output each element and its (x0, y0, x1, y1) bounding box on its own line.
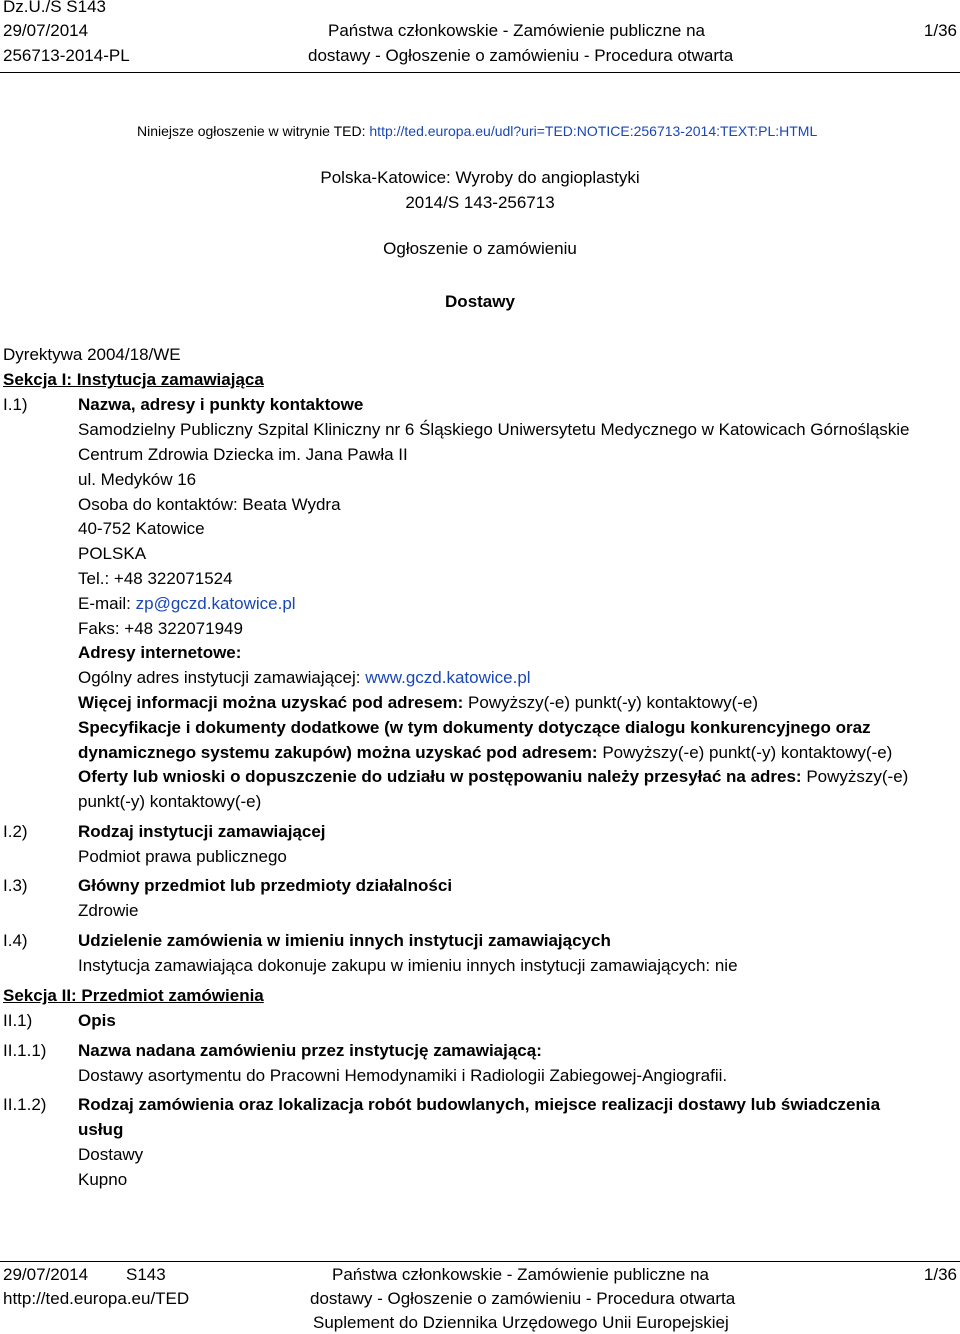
item-title: Główny przedmiot lub przedmioty działalności (78, 876, 453, 895)
offers-row (78, 767, 908, 787)
web-label: Ogólny adres instytucji zamawiającej: (78, 668, 366, 687)
item-value: Zdrowie (78, 901, 139, 920)
more-info-label: Więcej informacji można uzyskać pod adresem: (78, 693, 464, 712)
item-title: Opis (78, 1011, 116, 1030)
section-2-heading: Sekcja II: Przedmiot zamówienia (3, 986, 264, 1005)
item-number: I.3) (3, 876, 28, 895)
item-value: Dostawy (78, 1145, 144, 1164)
item-title: Rodzaj instytucji zamawiającej (78, 822, 326, 841)
spec-label-line1: Specyfikacje i dokumenty dodatkowe (w tym dokumenty dotyczące dialogu konkurencyjnego oraz (78, 718, 871, 737)
header-date: 29/07/2014 (3, 21, 89, 40)
spec-value: Powyższy(-e) punkt(-y) kontaktowy(-e) (597, 743, 893, 762)
doc-title: Polska-Katowice: Wyroby do angioplastyki (320, 168, 640, 187)
footer-page-number: 1/36 (923, 1265, 957, 1284)
doc-type: Ogłoszenie o zamówieniu (383, 239, 577, 258)
ted-notice-text: Niniejsze ogłoszenie w witrynie TED: (137, 123, 370, 139)
footer-title-line2: dostawy - Ogłoszenie o zamówieniu - Procedura otwarta (310, 1289, 736, 1308)
offers-value-line2: punkt(-y) kontaktowy(-e) (78, 792, 262, 811)
item-number: II.1) (3, 1011, 33, 1030)
doc-category: Dostawy (445, 292, 515, 311)
org-name-line1: Samodzielny Publiczny Szpital Kliniczny nr 6 Śląskiego Uniwersytetu Medycznego w Katowicach Górnośląskie (78, 420, 910, 439)
footer-date: 29/07/2014 (3, 1265, 89, 1284)
header-title-line2: dostawy - Ogłoszenie o zamówieniu - Procedura otwarta (308, 46, 734, 65)
org-name-line2: Centrum Zdrowia Dziecka im. Jana Pawła II (78, 445, 408, 464)
item-number: I.4) (3, 931, 28, 950)
directive: Dyrektywa 2004/18/WE (3, 345, 181, 364)
item-value: Podmiot prawa publicznego (78, 847, 287, 866)
item-title: Nazwa, adresy i punkty kontaktowe (78, 395, 364, 414)
item-number: I.2) (3, 822, 28, 841)
web-heading: Adresy internetowe: (78, 643, 242, 662)
spec-row (78, 743, 892, 763)
item-title: Nazwa nadana zamówieniu przez instytucję zamawiającą: (78, 1041, 542, 1060)
ted-notice-link[interactable]: http://ted.europa.eu/udl?uri=TED:NOTICE:256713-2014:TEXT:PL:HTML (369, 123, 818, 139)
item-number: I.1) (3, 395, 28, 414)
telephone: Tel.: +48 322071524 (78, 569, 233, 588)
section-1-heading: Sekcja I: Instytucja zamawiająca (3, 370, 264, 389)
item-value: Kupno (78, 1170, 128, 1189)
country: POLSKA (78, 544, 147, 563)
footer-title-line1: Państwa członkowskie - Zamówienie publiczne na (332, 1265, 710, 1284)
header-page-number: 1/36 (923, 21, 957, 40)
offers-label: Oferty lub wnioski o dopuszczenie do udziału w postępowaniu należy przesyłać na adres: (78, 767, 802, 786)
header-divider (0, 72, 960, 73)
more-info-value: Powyższy(-e) punkt(-y) kontaktowy(-e) (463, 693, 759, 712)
footer-url[interactable]: http://ted.europa.eu/TED (3, 1289, 190, 1308)
fax: Faks: +48 322071949 (78, 619, 243, 638)
item-value: Dostawy asortymentu do Pracowni Hemodynamiki i Radiologii Zabiegowej-Angiografii. (78, 1066, 728, 1085)
doc-number: 2014/S 143-256713 (405, 193, 555, 212)
item-number: II.1.2) (3, 1095, 47, 1114)
postal-city: 40-752 Katowice (78, 519, 205, 538)
header-title-line1: Państwa członkowskie - Zamówienie publiczne na (328, 21, 706, 40)
footer-series: S143 (126, 1265, 166, 1284)
email-row (78, 594, 296, 614)
ted-notice (137, 123, 817, 139)
web-link[interactable]: www.gczd.katowice.pl (365, 668, 531, 687)
web-row (78, 668, 531, 688)
item-number: II.1.1) (3, 1041, 47, 1060)
item-title-line2: usług (78, 1120, 124, 1139)
header-doc-id: 256713-2014-PL (3, 46, 130, 65)
contact-person: Osoba do kontaktów: Beata Wydra (78, 495, 341, 514)
street-address: ul. Medyków 16 (78, 470, 197, 489)
email-label: E-mail: (78, 594, 136, 613)
offers-value-line1: Powyższy(-e) (801, 767, 909, 786)
email-link[interactable]: zp@gczd.katowice.pl (135, 594, 296, 613)
spec-label-line2: dynamicznego systemu zakupów) można uzyskać pod adresem: (78, 743, 598, 762)
footer-title-line3: Suplement do Dziennika Urzędowego Unii Europejskiej (313, 1313, 729, 1332)
item-value: Instytucja zamawiająca dokonuje zakupu w imieniu innych instytucji zamawiających: nie (78, 956, 738, 975)
footer-divider (0, 1261, 960, 1262)
journal-ref: Dz.U./S S143 (3, 0, 106, 16)
item-title-line1: Rodzaj zamówienia oraz lokalizacja robót budowlanych, miejsce realizacji dostawy lub świadczenia (78, 1095, 881, 1114)
more-info-row (78, 693, 758, 713)
item-title: Udzielenie zamówienia w imieniu innych instytucji zamawiających (78, 931, 611, 950)
